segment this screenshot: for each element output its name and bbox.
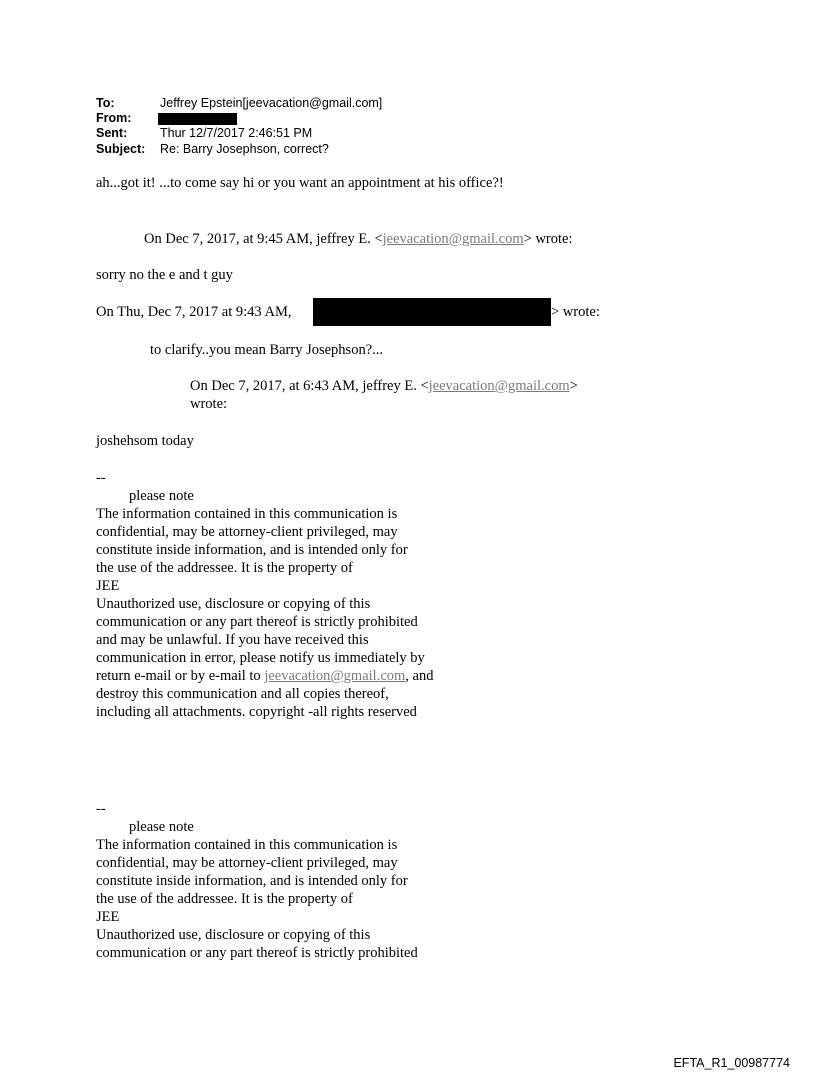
reply-1: ah...got it! ...to come say hi or you want an appointment at his office?! xyxy=(96,175,504,191)
document-id: EFTA_R1_00987774 xyxy=(673,1056,790,1070)
quote-header-2-prefix: On Thu, Dec 7, 2017 at 9:43 AM, xyxy=(96,304,292,320)
disclaimer-line-email xyxy=(96,667,433,685)
reply-2: sorry no the e and t guy xyxy=(96,267,233,283)
signature-separator: -- xyxy=(96,801,106,817)
disclaimer-email-prefix: return e-mail or by e-mail to xyxy=(96,668,265,684)
disclaimer-line: The information contained in this communication is xyxy=(96,837,398,853)
disclaimer-line: JEE xyxy=(96,578,120,594)
disclaimer-line: JEE xyxy=(96,909,120,925)
disclaimer-line: communication in error, please notify us immediately by xyxy=(96,650,425,666)
quote-header-3 xyxy=(190,377,578,395)
email-link[interactable]: jeevacation@gmail.com xyxy=(428,378,570,394)
sent-label: Sent: xyxy=(96,126,128,140)
disclaimer-line: The information contained in this communication is xyxy=(96,506,398,522)
to-value: Jeffrey Epstein[jeevacation@gmail.com] xyxy=(160,96,383,110)
disclaimer-line: confidential, may be attorney-client privileged, may xyxy=(96,524,398,540)
disclaimer-line: the use of the addressee. It is the property of xyxy=(96,891,353,907)
disclaimer-line: confidential, may be attorney-client privileged, may xyxy=(96,855,398,871)
quote-header-3-line2: wrote: xyxy=(190,396,228,412)
disclaimer-block-2 xyxy=(96,800,418,962)
disclaimer-email-suffix: , and xyxy=(405,668,434,684)
quote-header-2-suffix: > wrote: xyxy=(551,304,600,320)
sent-value: Thur 12/7/2017 2:46:51 PM xyxy=(160,126,313,140)
signature-separator: -- xyxy=(96,470,106,486)
redaction-box-from xyxy=(158,113,237,125)
disclaimer-line: communication or any part thereof is strictly prohibited xyxy=(96,945,418,961)
disclaimer-line: Unauthorized use, disclosure or copying of this xyxy=(96,927,371,943)
disclaimer-line: constitute inside information, and is intended only for xyxy=(96,542,408,558)
disclaimer-line: and may be unlawful. If you have received this xyxy=(96,632,369,648)
quote-3-prefix: On Dec 7, 2017, at 6:43 AM, jeffrey E. < xyxy=(190,378,429,394)
disclaimer-line: communication or any part thereof is strictly prohibited xyxy=(96,614,418,630)
disclaimer-block-1 xyxy=(96,469,433,721)
quote-header-1 xyxy=(144,230,573,248)
disclaimer-line: the use of the addressee. It is the property of xyxy=(96,560,353,576)
subject-value: Re: Barry Josephson, correct? xyxy=(160,142,329,156)
disclaimer-line: including all attachments. copyright -all rights reserved xyxy=(96,704,417,720)
from-label: From: xyxy=(96,111,132,125)
disclaimer-note: please note xyxy=(129,488,194,504)
reply-4: joshehsom today xyxy=(96,433,194,449)
disclaimer-line: constitute inside information, and is intended only for xyxy=(96,873,408,889)
email-link[interactable]: jeevacation@gmail.com xyxy=(264,668,406,684)
redaction-box-sender xyxy=(313,298,551,326)
quote-3-suffix: > xyxy=(569,378,578,394)
disclaimer-note: please note xyxy=(129,819,194,835)
disclaimer-line: destroy this communication and all copies thereof, xyxy=(96,686,389,702)
email-link[interactable]: jeevacation@gmail.com xyxy=(382,231,524,247)
subject-label: Subject: xyxy=(96,142,146,156)
disclaimer-line: Unauthorized use, disclosure or copying of this xyxy=(96,596,371,612)
to-label: To: xyxy=(96,96,115,110)
quote-1-suffix: > wrote: xyxy=(523,231,573,247)
quote-1-prefix: On Dec 7, 2017, at 9:45 AM, jeffrey E. < xyxy=(144,231,383,247)
reply-3: to clarify..you mean Barry Josephson?... xyxy=(150,342,384,358)
